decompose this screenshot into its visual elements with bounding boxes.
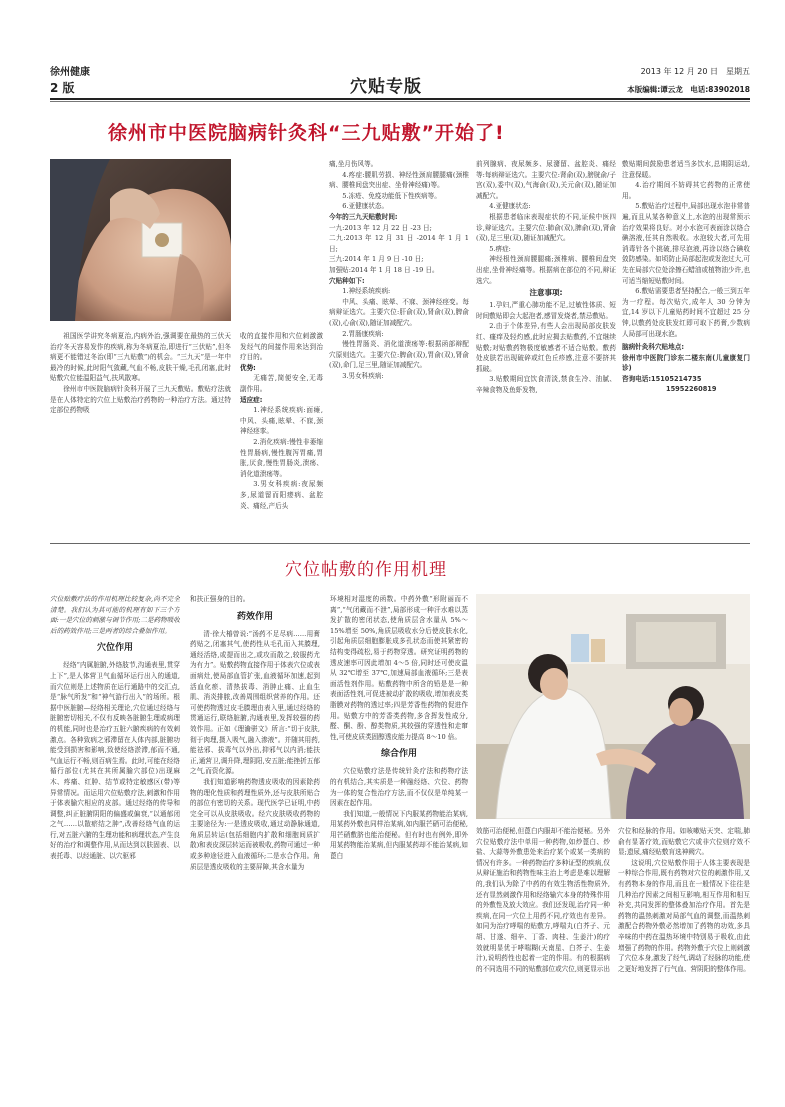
list-item: 1.孕妇,严重心肺功能不足,过敏性体质、短时间敷贴即会大起泡者,感冒发烧者,禁忌敷贴。 xyxy=(476,301,616,320)
paragraph: 我们知道,一般情况下内服某药物能治某病,用某药外敷也同样治某病,如内服芒硝可治便秘,用芒硝敷脐也能治便秘。但有时也有例外,即外用某药物能治某病,但内服某药却不能治某病,如蓖白 xyxy=(330,809,468,861)
phone-secondary: 15952260819 xyxy=(666,385,717,394)
list-item: 中风、头痛、眩晕、不寐、颈神经痉变。每病辩证选穴。主要穴位:肝俞(双),肾俞(双),脾俞(双),心俞(双),随证加减配穴。 xyxy=(329,297,469,327)
article-divider xyxy=(50,543,750,544)
advantage-label: 优势: xyxy=(240,363,256,372)
list-item: 4.疼症:腰肌劳损、神经性颈肩腰腿痛(颈椎病、腰椎间盘突出症、坐骨神经痛)等。 xyxy=(329,170,469,190)
list-item: 2.胃肠康疾病: xyxy=(342,329,384,338)
paragraph: 祖国医学讲究冬病夏治,内病外治,强调要在最热的三伏天治疗冬天容易发作的疾病,称为冬病夏治,即进行“三伏贴”,但冬病更不能错过冬治(即“三九贴敷”)的机会。“三九天”是一年中最冷的时候,此时阳气敛藏,气血不畅,皮肤干燥,毛孔闭塞,此时贴敷穴位能温阳益气,扶风散寒。 xyxy=(50,332,231,383)
list-item: 3.男女科疾病:夜尿频多,尿道留而阳痿病、盆腔炎、痛经,产后头 xyxy=(240,480,323,510)
list-item: 5.痹症: xyxy=(489,244,511,253)
list-item: 4.治疗期间不妨碍其它药物的正常使用。 xyxy=(622,181,750,200)
article1-title: 徐州市中医院脑病针灸科“三九贴敷”开始了! xyxy=(108,122,505,144)
list-item: 敷贴期间鼓励患者适当多饮水,总期阴运动,注意保暖。 xyxy=(622,160,750,179)
list-item: 神经根性颈肩腰腿痛;颈椎病、腰椎间盘突出症,坐骨神经痛等。根据病在部位的不同,辩证选穴。 xyxy=(476,255,616,285)
paragraph: 效筋可治便秘,但蓖白内服却不能治便秘。另外穴位贴敷疗法中单用一种药物,如炒蓖白、炒盐、大蒜等外敷患处来治疗某个或某一类病的情况有许多。一种药物治疗多种证型的疾病,仅从辩证施治和药物性味主治上考虑是难以理解的,我们认为除了中药的有效生物活性物质外,还有显然刺激作用和经络输穴本身的特殊作用的外敷性及放大效应。我们还发现,治疗同一种疾病,在同一穴位上用药不同,疗效也有差异。如同为治疗哮喘的贴敷方,哮喘丸(白芥子、元胡、甘遂、细辛、丁香、肉桂、生姜汁)的疗效就明显优于哮喘糊(天南星、白芥子、生姜汁),说明药性也起着一定的作用。有的根据病的不同选用不同的贴敷部位或穴位,则更显示出 xyxy=(476,827,610,973)
heading-acupoint: 穴位作用 xyxy=(96,643,133,654)
contact-label: 脑病针灸科穴贴地点: xyxy=(622,343,684,352)
paragraph: 和扶正强身的目的。 xyxy=(190,595,250,603)
page-number: 2 版 xyxy=(50,81,75,95)
acupoint-patch-photo xyxy=(50,159,231,321)
list-item: 2.由于个体差异,有些人会出现局部皮肤发红、瘙痒及轻灼感,此时应揭去贴敷药,不宜继续贴敷;对贴敷药物极度敏感者不适合贴敷。敷药处皮肤若出现破碎或红色丘疹感,注意不要挤其抓破。 xyxy=(476,322,616,373)
schedule-item: 加强贴:2014 年 1 月 18 日 -19 日。 xyxy=(329,265,439,274)
paragraph: 穴位和经脉的作用。如咳嗽贴天突、定喘,肺俞有显著疗效,而贴敷它穴或非穴位则疗效不显;遗尿,痛经贴敷肓选神阙穴。 xyxy=(618,827,750,857)
paragraph: 收的直接作用和穴位刺激激发经气的间接作用来达到治疗目的。 xyxy=(240,332,323,362)
phone: 咨询电话:15105214735 xyxy=(622,374,702,383)
clinic-photo xyxy=(476,594,750,819)
paragraph: 穴位贴敷疗法是传统针灸疗法和药物疗法的有机结合,其实质是一种融经络、穴位、药物为一体的复合性治疗方法,而不仅仅是单纯某一因素在起作用。 xyxy=(330,767,468,808)
list-item: 6.敷贴需要患者坚持配合,一般三到五年为一疗程。每次贴穴,成年人 30 分钟为宜,14 岁以下儿童贴药时间不宜超过 25 分钟,以敷药处皮肤发红即可取下药膏,少数病人局部可出现水泡。 xyxy=(622,287,750,338)
article2-column-3 xyxy=(330,594,468,1094)
list-item: 5.冻疮、免疫功能低下性疾病等。 xyxy=(342,191,441,200)
notes-label: 注意事项: xyxy=(529,288,563,298)
points-label: 穴贴种如下: xyxy=(329,276,365,285)
article1-column-4 xyxy=(476,159,616,539)
list-item: 1.神经系统疾病:面瘫,中风、头痛,眩晕、不寐,颈神经痉挛。 xyxy=(240,406,323,436)
schedule-item: 一九:2013 年 12 月 22 日 -23 日; xyxy=(329,223,432,232)
paragraph: 经络“内属脏腑,外络肢节,沟通表里,贯穿上下”,是人体营卫气血循环运行出入的通道,而穴位则是上述物质在运行通路中的交汇点,是“脉气所发”和“神气游行出入”的场所。根据中医脏腑—经络相关理论,穴位通过经络与脏腑密切相关,不仅有反映各脏腑生理或病理的机能,同时也是治疗五脏六腑疾病的有效刺激点。各种致病之邪滞留在人体内部,脏腑功能受到损害和影响,致使经络淤滞,郁而不通,气血运行不畅,则百病生焉。此时,可能在经络循行部位(尤其在其所属腧穴部位)出现麻木、疼痛、红肿、结节或特定敏感区(带)等异常情况。而运用穴位贴敷疗法,刺激和作用于体表腧穴相应的皮部。通过经络的传导和调整,纠正脏腑阴阳的偏盛或偏衰,“以通郁闭之气……以散瘀结之肿”,改善经络气血的运行,对五脏六腑的生理功能和病理状态,产生良好的治疗和调整作用,从而达到以肤固表、以表托毒、以经通脏、以穴驱邪 xyxy=(50,661,180,861)
address: 徐州市中医院门诊东二楼东南(儿童康复门诊) xyxy=(622,353,750,373)
article2-title: 穴位帖敷的作用机理 xyxy=(285,560,447,580)
list-item: 前列腺病、夜尿频多、尿潴留、盆腔炎、痛经等:每病辩证选穴。主要穴位:肾俞(双),膀胱俞/子宫(双),委中(双),气海俞(双),关元俞(双),随证加减配穴。 xyxy=(476,160,616,200)
intro-paragraph: 穴位贴敷疗法的作用机理比较复杂,尚不完全清楚。我们认为其可能的机理有如下三个方面:一是穴位的刺激与调节作用;二是药物吸收后的药效作用;三是两者的综合叠加作用。 xyxy=(50,595,180,635)
schedule-item: 二九:2013 年 12 月 31 日 -2014 年 1 月 1 日; xyxy=(329,234,469,253)
article1-column-2 xyxy=(240,331,323,536)
doctor-patient-photo xyxy=(476,594,750,819)
masthead xyxy=(50,62,750,102)
schedule-label: 今年的三九天贴敷时间: xyxy=(329,212,398,221)
article2-column-4 xyxy=(476,826,610,1094)
editor-info: 本版编辑:谭云龙 电话:83902018 xyxy=(627,85,750,94)
article1-column-1 xyxy=(50,331,231,536)
article1-column-5 xyxy=(622,159,750,539)
list-item: 6.亚健康状态。 xyxy=(342,202,389,211)
heading-combined-effect: 综合作用 xyxy=(380,749,417,760)
list-item: 2.消化疾病:慢性非萎缩性胃肠病,慢性腹泻胃痛,胃胀,厌食,慢性胃肠炎,溃疡、消化道溃疡等。 xyxy=(240,437,323,478)
paragraph: 无痛苦,简便安全,无毒副作用。 xyxy=(240,374,323,393)
paragraph: 环境相对湿度的函数。中药外敷“形附丽而不离”,“气闭藏而不泄”,局部形成一种汗水难以蒸发扩散的密闭状态,使角质层含水量从 5%～15%增至 50%,角质层吸收水分后使皮肤水化,引起角质层细胞膨胀成多孔状态而使其紧密的结构变得疏松,易于药物穿透。研究证明药物的透皮速率可因此增加 4～5 倍,同时还可使皮温从 32℃增至 37℃,加速局部血液循环;三是表面活性剂作用。贴敷药物中所含的铅是是一种表面活性剂,可促进被动扩散的吸收,增加表皮类脂膜对药物的透过率;四是芳香性药物的促进作用。贴敷方中的芳香类药物,多含挥发性成分,醛、酮、酚、醇类物质,其较强的穿透性和走窜性,可使皮质类固醇透皮能力提高 8～10 倍。 xyxy=(330,595,468,741)
list-item: 5.敷贴治疗过程中,局部出现水泡非常普遍,而且从某各种意义上,水泡的出现常预示治疗效果将良好。对小水泡可表面涂以络合碘溶液,任其自然吸收。水泡较大者,可先用消毒针各个挑破,排尽泡液,再涂以络合碘收敛防感染。如顷防止局部起泡或发泡过大,可先在局部穴位处涂擦石蜡油或植物油少许,也可适当缩短贴敷时间。 xyxy=(622,202,750,285)
article2-column-5 xyxy=(618,826,750,1094)
article2-column-2 xyxy=(190,594,320,1094)
list-item: 根据患者临床表现症状的不同,证候中医四诊,辩证选穴。主要穴位:肺俞(双),脾俞(双),肾俞(双),足三里(双),随证加减配穴。 xyxy=(476,212,616,243)
paragraph: 这说明,穴位贴敷作用于人体主要表现是一种综合作用,既有药物对穴位的刺激作用,又有药物本身的作用,而且在一般情况下往往是几种治疗因素之间相互影响,相互作用和相互补充,共同发挥的整体叠加治疗作用。首先是药物的温热刺激对局部气血的调整,而温热刺激配合药物外敷必然增加了药物的功效,多具辛味的中药在温热环境中特别易于吸收,由此增强了药物的作用。药物外敷于穴位上则刺激了穴位本身,激发了经气,调动了经脉的功能,使之更好地发挥了行气血、营阴阳的整体作用。 xyxy=(618,858,750,973)
list-item: 1.神经系统疾病: xyxy=(342,287,391,296)
issue-date: 2013 年 12 月 20 日 星期五 xyxy=(640,67,750,76)
paragraph: 清·徐大椿曾说:“汤药不足尽病……用膏药贴之,闭塞其气,使药性从毛孔而入其腠理,通经活络,或提而出之,或攻而散之,较服药尤为有力”。贴敷药物直接作用于体表穴位或表面病灶,使局部血管扩张,血液循环加速,起到活血化瘀、清热拔毒、消肿止痛、止血生肌、消炎排脓,改善周围组织营养的作用。还可使药物透过皮毛腠理由表入里,通过经络的贯通运行,联络脏腑,沟通表里,发挥较强的药效作用。正如《理瀹骈文》所言:“切于皮肤,彻于肉理,摄入吸气,融入渗液”。并随其用药,能祛邪、拔毒气以外出,抑邪气以内消;能扶正,通营卫,调升降,理阴阳,安五脏;能挫折五郁之气,而资化源。 xyxy=(190,629,320,776)
masthead-rule-thin xyxy=(50,101,750,102)
masthead-rule xyxy=(50,98,750,100)
article2-column-1 xyxy=(50,594,180,1094)
paper-name: 徐州健康 xyxy=(50,67,90,78)
indication-label: 适应症: xyxy=(240,395,263,404)
list-item: 4.亚健康状态: xyxy=(489,202,531,211)
list-item: 慢性胃肠炎、消化道溃疡等:根据函部辩配穴原则选穴。主要穴位:脾俞(双),胃俞(双),肾俞(双),命门,足三里,随证加减配穴。 xyxy=(329,340,469,370)
article1-column-3 xyxy=(329,159,469,539)
list-item: 3.男女科疾病: xyxy=(342,371,384,380)
paragraph: 我们知道影响药物透皮吸收的因素除药物的理化性质和药理性质外,还与皮肤所贴合的部位有密切的关系。现代医学已证明,中药完全可以从皮肤吸收。经穴皮肤吸收药物的主要途径为:一是透皮吸收,通过动静脉通道,角质层转运(包括细胞内扩散和细胞间质扩散)和表皮深层转运而被吸收,药物可通过一种或多种途径进入血液循环;二是水合作用。角质层是透皮吸收的主要屏障,其含水量为 xyxy=(190,777,320,871)
paragraph: 徐州市中医院脑病针灸科开展了三九天敷贴。敷贴疗法就是在人体特定的穴位上贴敷治疗药物的一种治疗方法。通过特定部位药物吸 xyxy=(50,384,231,415)
list-item: 痛,坐月伤风等。 xyxy=(329,160,378,168)
patient-back-photo xyxy=(50,159,231,321)
schedule-item: 三九:2014 年 1 月 9 日 -10 日; xyxy=(329,255,424,264)
heading-drug-effect: 药效作用 xyxy=(236,611,273,622)
section-title: 穴贴专版 xyxy=(350,77,422,97)
list-item: 3.贴敷期间宜饮食清淡,禁食生冷、油腻、辛辣食物及鱼虾发物, xyxy=(476,375,616,394)
